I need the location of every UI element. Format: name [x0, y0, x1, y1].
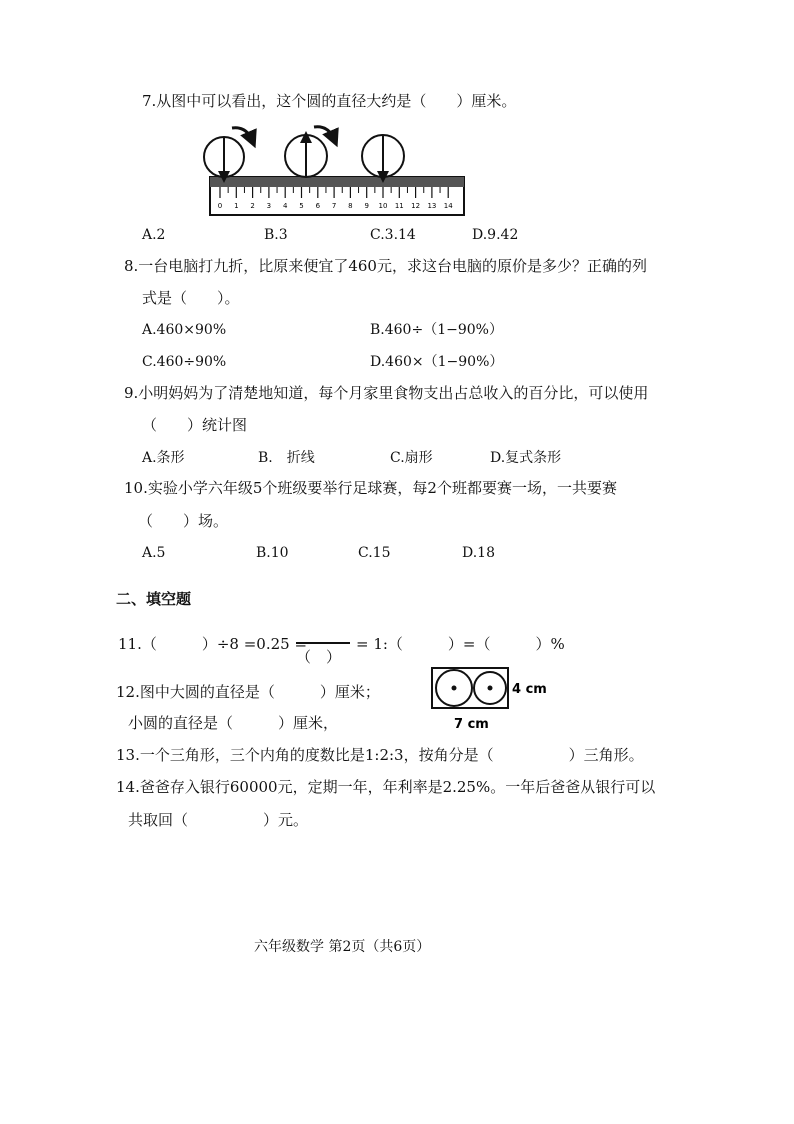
width-label: 7 cm [454, 717, 489, 732]
q10-stem-line1: 10.实验小学六年级5个班级要举行足球赛，每2个班都要赛一场，一共要赛 [124, 479, 617, 497]
ruler-tick-label: 6 [315, 202, 321, 210]
q11-part-b: = 1:（ ）=（ ）% [356, 635, 565, 653]
q10-option-d: D.18 [462, 545, 495, 561]
q9-option-c: C.扇形 [390, 450, 433, 466]
q9-option-a: A.条形 [142, 450, 185, 466]
small-circle-center-dot [488, 686, 493, 691]
q7-option-b: B.3 [264, 227, 288, 243]
q10-option-b: B.10 [256, 545, 289, 561]
q7-option-c: C.3.14 [370, 227, 416, 243]
q7-stem: 7.从图中可以看出，这个圆的直径大约是（ ）厘米。 [142, 92, 517, 110]
q8-option-c: C.460÷90% [142, 354, 227, 370]
ruler-tick-label: 14 [443, 202, 453, 210]
q8-option-b: B.460÷（1−90%） [370, 322, 503, 338]
ruler-tick-label: 11 [394, 202, 404, 210]
q10-option-a: A.5 [142, 545, 166, 561]
q11-part-a: 11.（ ）÷8 =0.25 = [118, 635, 308, 653]
ruler-tick-label: 2 [250, 202, 255, 210]
q8-stem-line1: 8.一台电脑打九折，比原来便宜了460元，求这台电脑的原价是多少？正确的列 [124, 257, 647, 275]
ruler-circles-figure [200, 122, 472, 220]
q8-stem-line2: 式是（ ）。 [142, 289, 240, 307]
q14-stem-line1: 14.爸爸存入银行60000元，定期一年，年利率是2.25%。一年后爸爸从银行可以 [116, 778, 656, 796]
page-footer: 六年级数学 第2页（共6页） [254, 939, 431, 955]
section-title: 二、填空题 [116, 590, 192, 608]
q9-option-b: B. 折线 [258, 450, 315, 466]
q12-stem-line1: 12.图中大圆的直径是（ ）厘米； [116, 683, 380, 701]
ruler-tick-label: 10 [378, 202, 388, 210]
ruler-tick-label: 7 [331, 202, 337, 210]
q9-stem-line1: 9.小明妈妈为了清楚地知道，每个月家里食物支出占总收入的百分比，可以使用 [124, 384, 649, 402]
ruler-tick-label: 13 [427, 202, 437, 210]
ruler-tick-label: 12 [411, 202, 421, 210]
ruler-tick-label: 0 [217, 202, 223, 210]
q10-stem-line2: （ ）场。 [138, 512, 229, 530]
ruler-tick-label: 3 [266, 202, 272, 210]
q12-stem-line2: 小圆的直径是（ ）厘米， [128, 714, 339, 732]
q9-option-d: D.复式条形 [490, 450, 562, 466]
q7-option-a: A.2 [142, 227, 166, 243]
q7-option-d: D.9.42 [472, 227, 519, 243]
ruler-tick-label: 5 [299, 202, 304, 210]
q8-option-d: D.460×（1−90%） [370, 354, 504, 370]
q10-option-c: C.15 [358, 545, 391, 561]
q14-stem-line2: 共取回（ ）元。 [128, 811, 309, 829]
ruler-tick-label: 8 [348, 202, 353, 210]
q13-stem: 13.一个三角形，三个内角的度数比是1:2:3，按角分是（ ）三角形。 [116, 746, 644, 764]
q11-denominator: （ ） [296, 648, 342, 666]
ruler-tick-label: 9 [364, 202, 369, 210]
roll-arrow-icon [232, 128, 252, 140]
two-circles-figure [430, 666, 550, 732]
height-label: 4 cm [512, 682, 547, 697]
ruler-tick-label: 1 [234, 202, 239, 210]
q9-stem-line2: （ ）统计图 [142, 416, 248, 434]
fraction-bar [296, 642, 350, 644]
big-circle-center-dot [452, 686, 457, 691]
q8-option-a: A.460×90% [142, 322, 227, 338]
ruler-tick-label: 4 [282, 202, 288, 210]
